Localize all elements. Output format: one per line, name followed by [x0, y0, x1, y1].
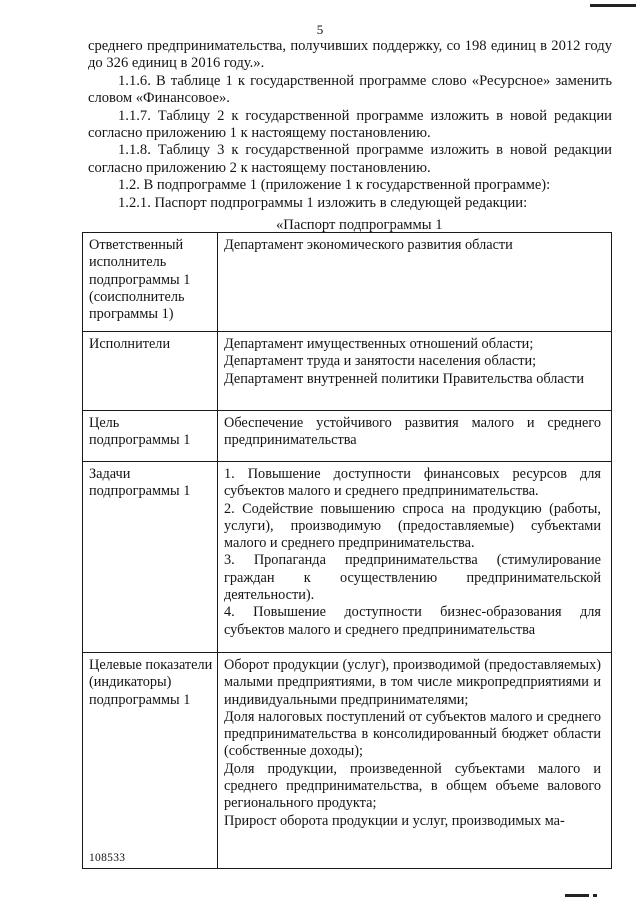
document-code: 108533	[89, 852, 126, 864]
row-value: Департамент экономического развития области	[218, 233, 612, 332]
table-row	[83, 233, 612, 332]
value-line: Доля продукции, произведенной субъектами малого и среднего предпринимательства, в общем объеме валового регионального продукта;	[224, 760, 601, 812]
row-value	[218, 462, 612, 653]
value-line: 2. Содействие повышению спроса на продукцию (работы, услуги), производимую (предоставляемые) субъектами малого и среднего предпринимательства.	[224, 500, 601, 552]
table-title: «Паспорт подпрограммы 1	[276, 217, 443, 233]
table-row	[83, 653, 612, 869]
intro-text	[88, 38, 612, 212]
row-label: Исполнители	[83, 332, 218, 411]
page-number: 5	[316, 22, 324, 37]
row-label: Ответственный исполнитель подпрограммы 1 (соисполнитель программы 1)	[83, 233, 218, 332]
value-line: Оборот продукции (услуг), производимой (предоставляемых) малыми предприятиями, в том числе микропредприятиями и индивидуальными предпринимателями;	[224, 657, 601, 708]
row-label: Задачи подпрограммы 1	[83, 462, 218, 653]
row-value: Обеспечение устойчивого развития малого и среднего предпринимательства	[218, 411, 612, 462]
table-row	[83, 332, 612, 411]
value-line: Доля налоговых поступлений от субъектов малого и среднего предпринимательства в консолидированный бюджет области (собственные доходы);	[224, 708, 601, 760]
subprogram-passport-table	[82, 232, 612, 869]
scan-edge-mark	[565, 894, 589, 897]
paragraph: среднего предпринимательства, получивших поддержку, со 198 единиц в 2012 году до 326 единиц в 2016 году.».	[88, 38, 612, 72]
scan-edge-mark	[590, 4, 636, 7]
row-value	[218, 653, 612, 869]
value-line: Департамент труда и занятости населения области;	[224, 353, 537, 370]
row-value	[218, 332, 612, 411]
paragraph: 1.1.8. Таблицу 3 к государственной программе изложить в новой редакции согласно приложению 2 к настоящему постановлению.	[88, 142, 612, 176]
paragraph: 1.2. В подпрограмме 1 (приложение 1 к государственной программе):	[118, 177, 551, 194]
value-line: Прирост оборота продукции и услуг, производимых ма-	[224, 812, 565, 829]
value-line: Департамент имущественных отношений области;	[224, 336, 534, 352]
table-row	[83, 462, 612, 653]
paragraph: 1.1.6. В таблице 1 к государственной программе слово «Ресурсное» заменить словом «Финансовое».	[88, 72, 612, 107]
paragraph: 1.2.1. Паспорт подпрограммы 1 изложить в следующей редакции:	[118, 194, 528, 211]
value-line: Департамент внутренней политики Правительства области	[224, 370, 585, 387]
table-row	[83, 411, 612, 462]
value-line: 4. Повышение доступности бизнес-образования для субъектов малого и среднего предпринимательства	[224, 604, 601, 638]
value-line: 3. Пропаганда предпринимательства (стимулирование граждан к осуществлению предпринимательской деятельности).	[224, 552, 601, 604]
paragraph: 1.1.7. Таблицу 2 к государственной программе изложить в новой редакции согласно приложению 1 к настоящему постановлению.	[88, 107, 612, 142]
value-line: 1. Повышение доступности финансовых ресурсов для субъектов малого и среднего предпринимательства.	[224, 466, 601, 500]
row-label: Целевые показатели (индикаторы) подпрограммы 1	[83, 653, 218, 869]
row-label: Цель подпрограммы 1	[83, 411, 218, 462]
